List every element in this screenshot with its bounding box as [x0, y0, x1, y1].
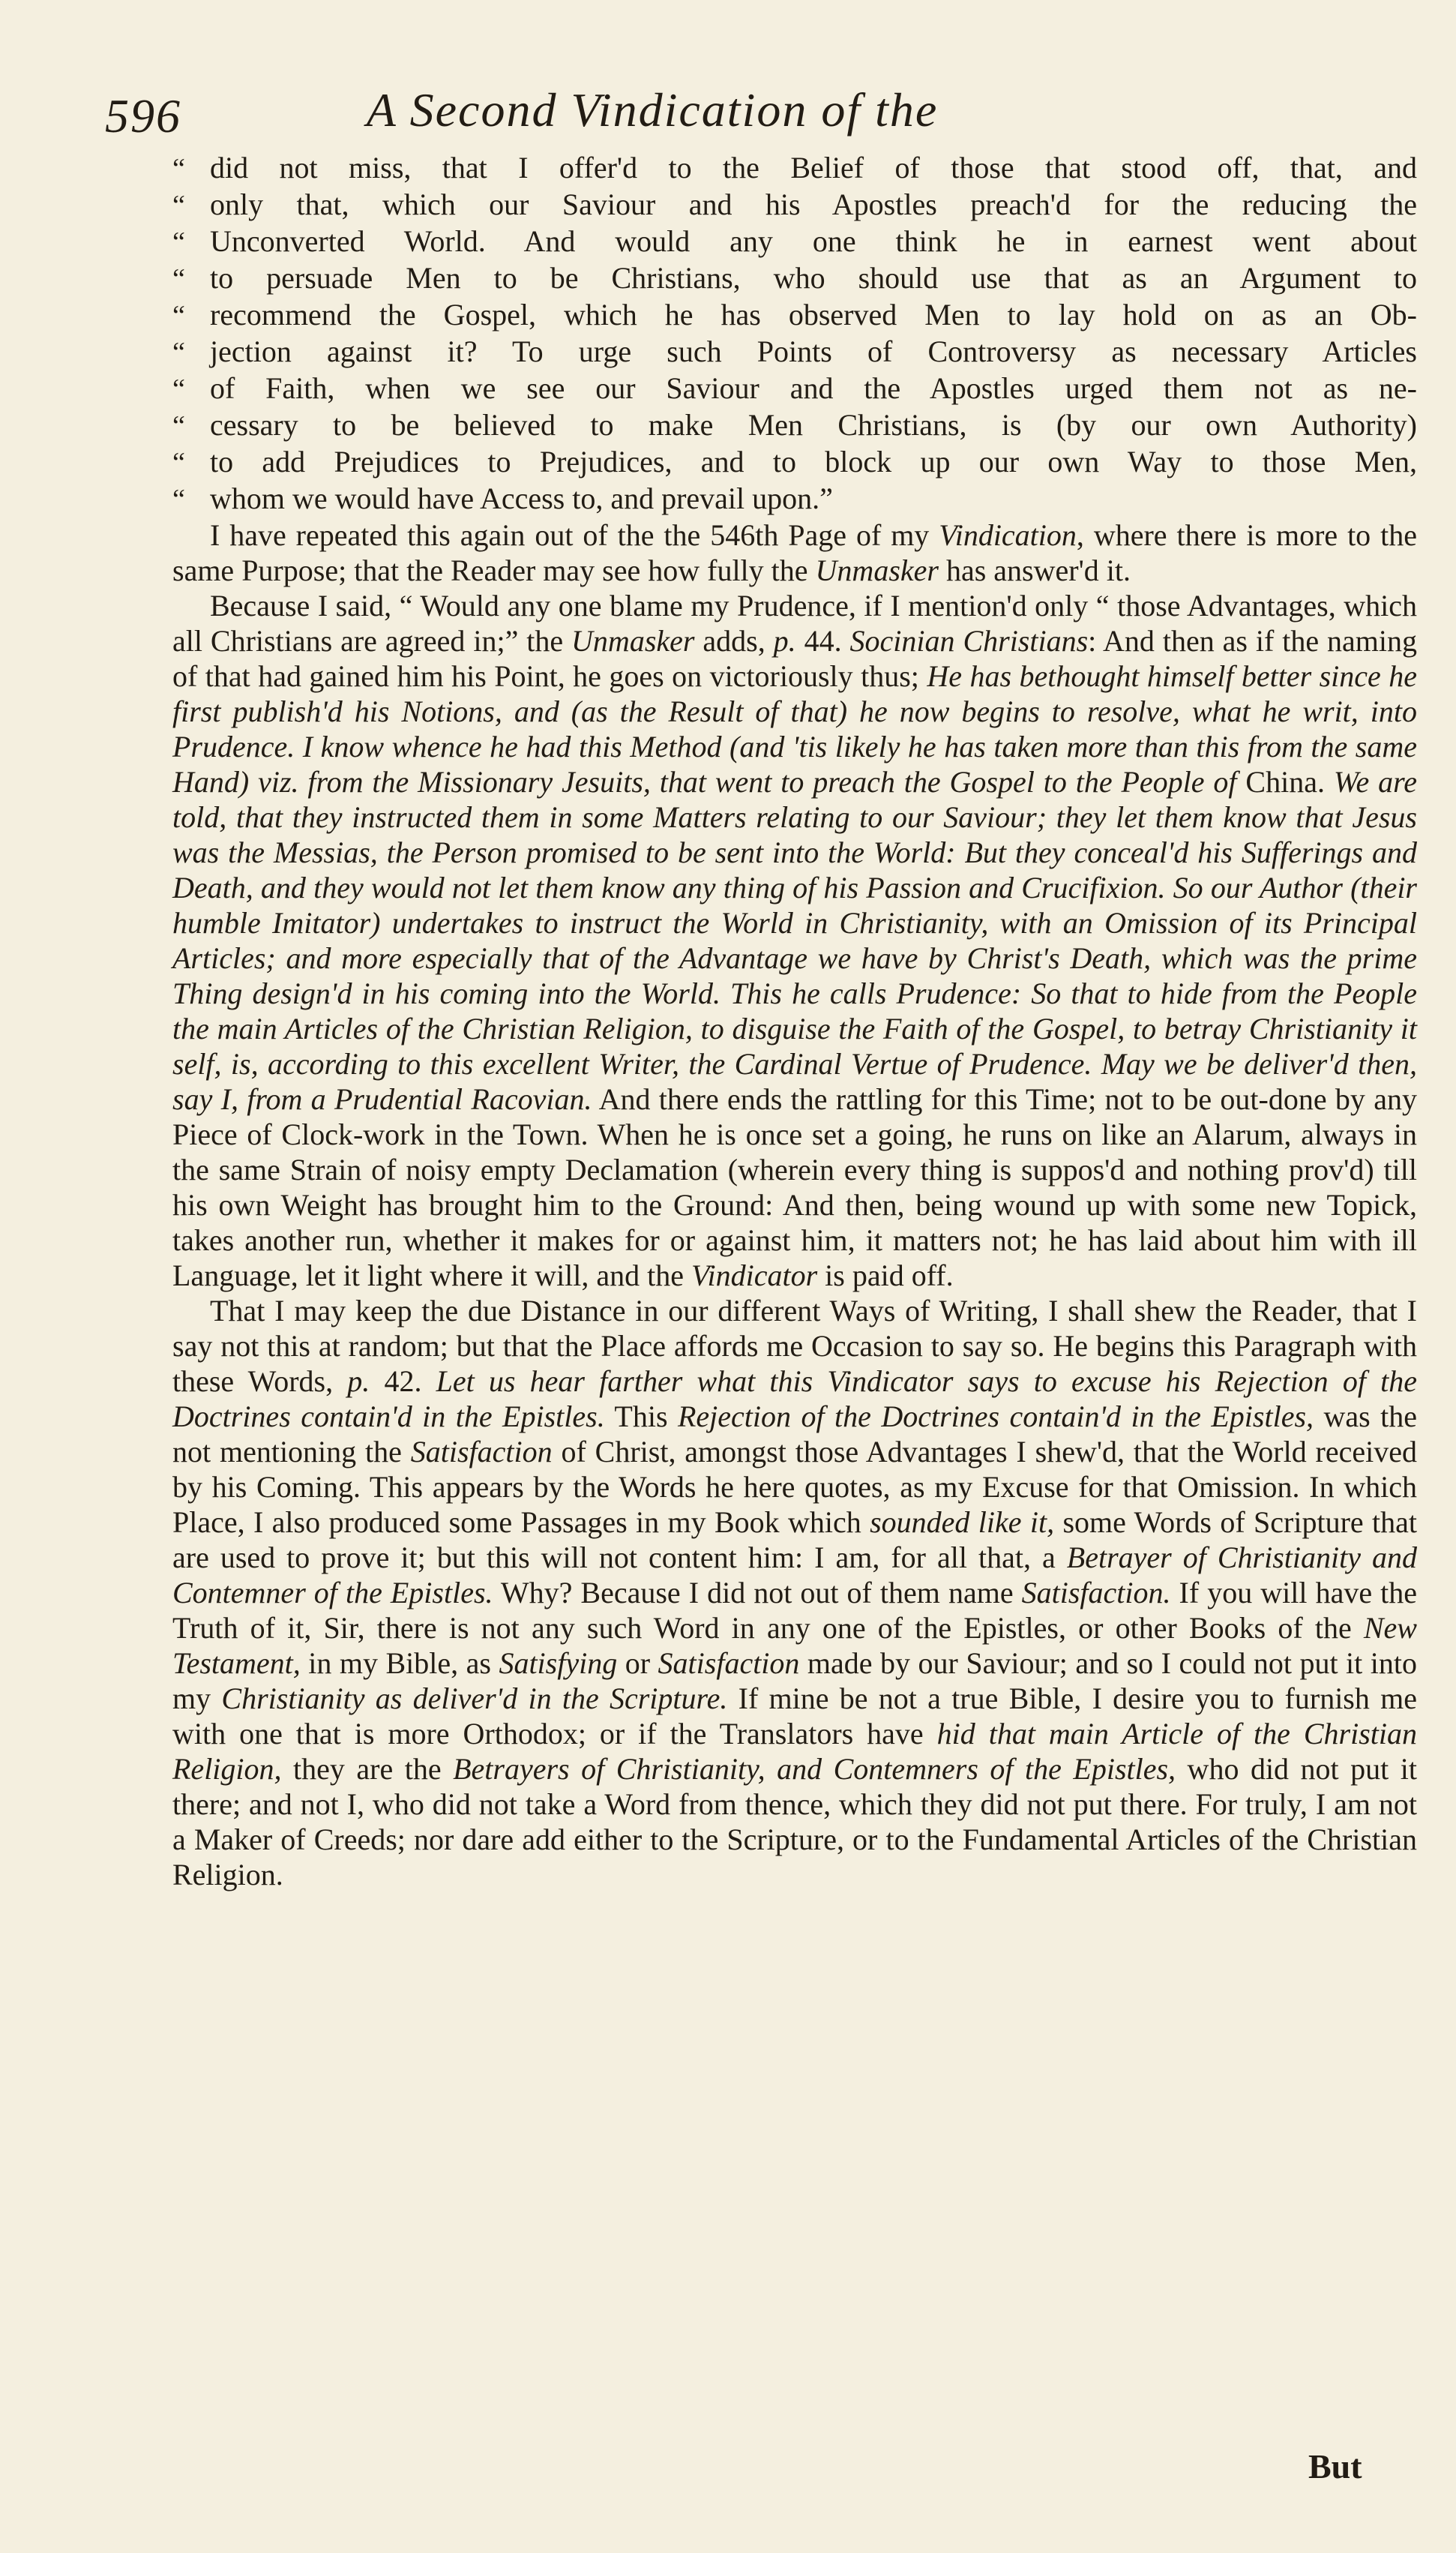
- quote-mark: “: [172, 226, 185, 258]
- quote-line: “ did not miss, that I offer'd to the Belief of those that stood off, that, and: [172, 150, 1417, 187]
- quote-line: “ to add Prejudices to Prejudices, and to block up our own Way to those Men,: [172, 444, 1417, 481]
- quote-mark: “: [172, 153, 185, 184]
- quote-mark: “: [172, 484, 185, 515]
- quote-mark: “: [172, 447, 185, 478]
- quote-mark: “: [172, 263, 185, 295]
- quote-mark: “: [172, 300, 185, 332]
- quote-mark: “: [172, 374, 185, 405]
- quote-line: “ Unconverted World. And would any one think he in earnest went about: [172, 224, 1417, 260]
- paragraph-prudence: Because I said, “ Would any one blame my Prudence, if I mention'd only “ those Advantages, which all Christians are agreed in;” the Unmasker adds, p. 44. Socinian Christians: And then as if the naming of that had gained him his Point, he goes on victoriously thus; He has bethought himself better since he first publish'd his Notions, and (as the Result of that) he now begins to resolve, what he writ, into Prudence. I know whence he had this Method (and 'tis likely he has taken more than this from the same Hand) viz. from the Missionary Jesuits, that went to preach the Gospel to the People of China. We are told, that they instructed them in some Matters relating to our Saviour; they let them know that Jesus was the Messias, the Person promised to be sent into the World: But they conceal'd his Sufferings and Death, and they would not let them know any thing of his Passion and Crucifixion. So our Author (their humble Imitator) undertakes to instruct the World in Christianity, with an Omission of its Principal Articles; and more especially that of the Advantage we have by Christ's Death, which was the prime Thing design'd in his coming into the World. This he calls Prudence: So that to hide from the People the main Articles of the Christian Religion, to disguise the Faith of the Gospel, to betray Christianity it self, is, according to this excellent Writer, the Cardinal Vertue of Prudence. May we be deliver'd then, say I, from a Prudential Racovian. And there ends the rattling for this Time; not to be out-done by any Piece of Clock-work in the Town. When he is once set a going, he runs on like an Alarum, always in the same Strain of noisy empty Declamation (wherein every thing is suppos'd and nothing prov'd) till his own Weight has brought him to the Ground: And then, being wound up with some new Topick, takes another run, whether it makes for or against him, it matters not; he has laid about him with ill Language, let it light where it will, and the Vindicator is paid off.: [172, 589, 1418, 1292]
- quote-mark: “: [172, 410, 185, 442]
- quote-line: “ to persuade Men to be Christians, who should use that as an Argument to: [172, 260, 1417, 297]
- quote-line: “ cessary to be believed to make Men Christians, is (by our own Authority): [172, 407, 1417, 444]
- quote-line: “ only that, which our Saviour and his Apostles preach'd for the reducing the: [172, 187, 1417, 224]
- text-body: [172, 150, 1417, 1892]
- paragraph-repeated-vindication: I have repeated this again out of the the 546th Page of my Vindication, where there is more to the same Purpose; that the Reader may see how fully the Unmasker has answer'd it.: [172, 518, 1417, 587]
- quote-line: “ recommend the Gospel, which he has observed Men to lay hold on as an Ob-: [172, 297, 1417, 334]
- catchword: But: [1308, 2447, 1362, 2486]
- page-header: [105, 78, 1200, 146]
- quote-mark: “: [172, 337, 185, 368]
- paragraph-satisfaction: That I may keep the due Distance in our different Ways of Writing, I shall shew the Reader, that I say not this at random; but that the Place affords me Occasion to say so. He begins this Paragraph with these Words, p. 42. Let us hear farther what this Vindicator says to excuse his Rejection of the Doctrines contain'd in the Epistles. This Rejection of the Doctrines contain'd in the Epistles, was the not mentioning the Satisfaction of Christ, amongst those Advantages I shew'd, that the World received by his Coming. This appears by the Words he here quotes, as my Excuse for that Omission. In which Place, I also produced some Passages in my Book which sounded like it, some Words of Scripture that are used to prove it; but this will not content him: I am, for all that, a Betrayer of Christianity and Contemner of the Epistles. Why? Because I did not out of them name Satisfaction. If you will have the Truth of it, Sir, there is not any such Word in any one of the Epistles, or other Books of the New Testament, in my Bible, as Satisfying or Satisfaction made by our Saviour; and so I could not put it into my Christianity as deliver'd in the Scripture. If mine be not a true Bible, I desire you to furnish me with one that is more Orthodox; or if the Translators have hid that main Article of the Christian Religion, they are the Betrayers of Christianity, and Contemners of the Epistles, who did not put it there; and not I, who did not take a Word from thence, which they did not put there. For truly, I am not a Maker of Creeds; nor dare add either to the Scripture, or to the Fundamental Articles of the Christian Religion.: [172, 1294, 1418, 1892]
- quote-line: “ of Faith, when we see our Saviour and the Apostles urged them not as ne-: [172, 370, 1417, 407]
- page-number: 596: [105, 89, 181, 142]
- quote-line: “ jection against it? To urge such Points of Controversy as necessary Articles: [172, 334, 1417, 370]
- quoted-passage: [172, 150, 1417, 518]
- running-title: A Second Vindication of the: [366, 83, 939, 136]
- quote-line: “ whom we would have Access to, and prevail upon.”: [172, 481, 1417, 518]
- quote-mark: “: [172, 190, 185, 221]
